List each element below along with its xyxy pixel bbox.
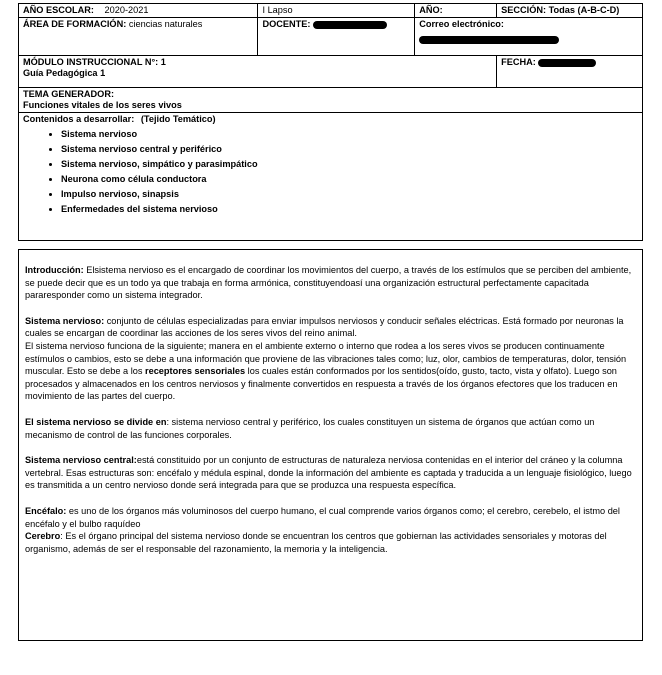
- contents-cell: Contenidos a desarrollar: (Tejido Temático) • Sistema nervioso • Sistema nervioso central y periférico • Sistema nervioso, simpático y parasimpático • Neurona como célula conductora • Impulso nervioso, sinapsis • Enfermedades del sistema nervioso: [19, 113, 643, 241]
- header-table: [18, 3, 643, 241]
- area-value: ciencias naturales: [128, 19, 203, 29]
- brain-paragraph: Cerebro: Es el órgano principal del sistema nervioso donde se encuentran los centros que gobiernan las actividades sensoriales y motoras del organismo, además de ser el responsable del razonamiento, la memoria y la inteligencia.: [25, 531, 607, 554]
- nervous-system-paragraph: Sistema nervioso: conjunto de células especializadas para enviar impulsos nerviosos y conducir señales eléctricas. Está formado por neuronas la cuales se encargan de coordinar las acciones de los seres vivos del reino animal. El sistema nervioso funciona de la siguiente; manera en el ambiente externo o interno que rodea a los seres vivos se producen continuamente estímulos o cambios, esto se debe a una información que proviene de las vibraciones tales como; luz, olor, cambios de temperaturas, dolor, tensión muscular. Esto se debe a los receptores sensoriales los cuales están conformados por los sentidos(oído, gusto, tacto, vista y olfato). Luego son procesados y almacenados en los centros nerviosos y finalmente convertidos en respuesta a través de los órganos efectores que los traducen en movimiento de las partes del cuerpo.: [25, 315, 627, 402]
- content-body: [18, 249, 643, 641]
- contents-list: [23, 127, 638, 217]
- list-item: • Sistema nervioso, simpático y parasimpático: [61, 157, 638, 172]
- grade-cell: AÑO:: [415, 4, 497, 18]
- section-cell: SECCIÓN: Todas (A-B-C-D): [497, 4, 643, 18]
- guide-label: Guía Pedagógica 1: [23, 68, 106, 78]
- email-cell: Correo electrónico:: [415, 18, 643, 56]
- theme-cell: TEMA GENERADOR: Funciones vitales de los seres vivos: [19, 88, 643, 113]
- list-item: • Neurona como célula conductora: [61, 172, 638, 187]
- school-year-cell: AÑO ESCOLAR: 2020-2021: [19, 4, 258, 18]
- teacher-redaction: [313, 21, 387, 29]
- list-item: • Impulso nervioso, sinapsis: [61, 187, 638, 202]
- intro-paragraph: Introducción: Elsistema nervioso es el encargado de coordinar los movimientos del cuerpo, a través de los estímulos que se perciben del ambiente, se puede decir que es un todo ya que trabaja en forma armónica, constituyendoasí una organización estructural perfectamente capacitada pararesponder como un sistema integrador.: [25, 265, 632, 301]
- list-item: • Sistema nervioso central y periférico: [61, 142, 638, 157]
- theme-value: Funciones vitales de los seres vivos: [23, 100, 182, 110]
- encephalon-paragraph: Encéfalo: es uno de los órganos más voluminosos del cuerpo humano, el cual comprende varios órganos como; el cerebro, cerebelo, el istmo del encéfalo y el bulbo raquídeo: [25, 505, 620, 529]
- school-year-value: 2020-2021: [104, 5, 149, 15]
- area-cell: ÁREA DE FORMACIÓN: ciencias naturales: [19, 18, 258, 56]
- division-paragraph: El sistema nervioso se divide en: sistema nervioso central y periférico, los cuales constituyen un sistema de órganos que actúan como un mecanismo de control de las funciones corporales.: [25, 416, 595, 440]
- module-cell: MÓDULO INSTRUCCIONAL N°: 1 Guía Pedagógica 1: [19, 56, 497, 88]
- date-redaction: [538, 59, 596, 67]
- date-cell: FECHA:: [497, 56, 643, 88]
- teacher-cell: DOCENTE:: [258, 18, 415, 56]
- lapse-cell: I Lapso: [258, 4, 415, 18]
- central-system-paragraph: Sistema nervioso central:está constituido por un conjunto de estructuras de naturaleza nerviosa contenidas en el interior del cráneo y la columna vertebral. Esas estructuras son: encéfalo y médula espinal, donde la información del ambiente es captada y traducida a un lenguaje fisiológico, luego es transmitida a un centro nervioso donde será integrada para que se produzca una respuesta específica.: [25, 455, 632, 491]
- email-redaction: [419, 36, 559, 44]
- list-item: • Enfermedades del sistema nervioso: [61, 202, 638, 217]
- list-item: • Sistema nervioso: [61, 127, 638, 142]
